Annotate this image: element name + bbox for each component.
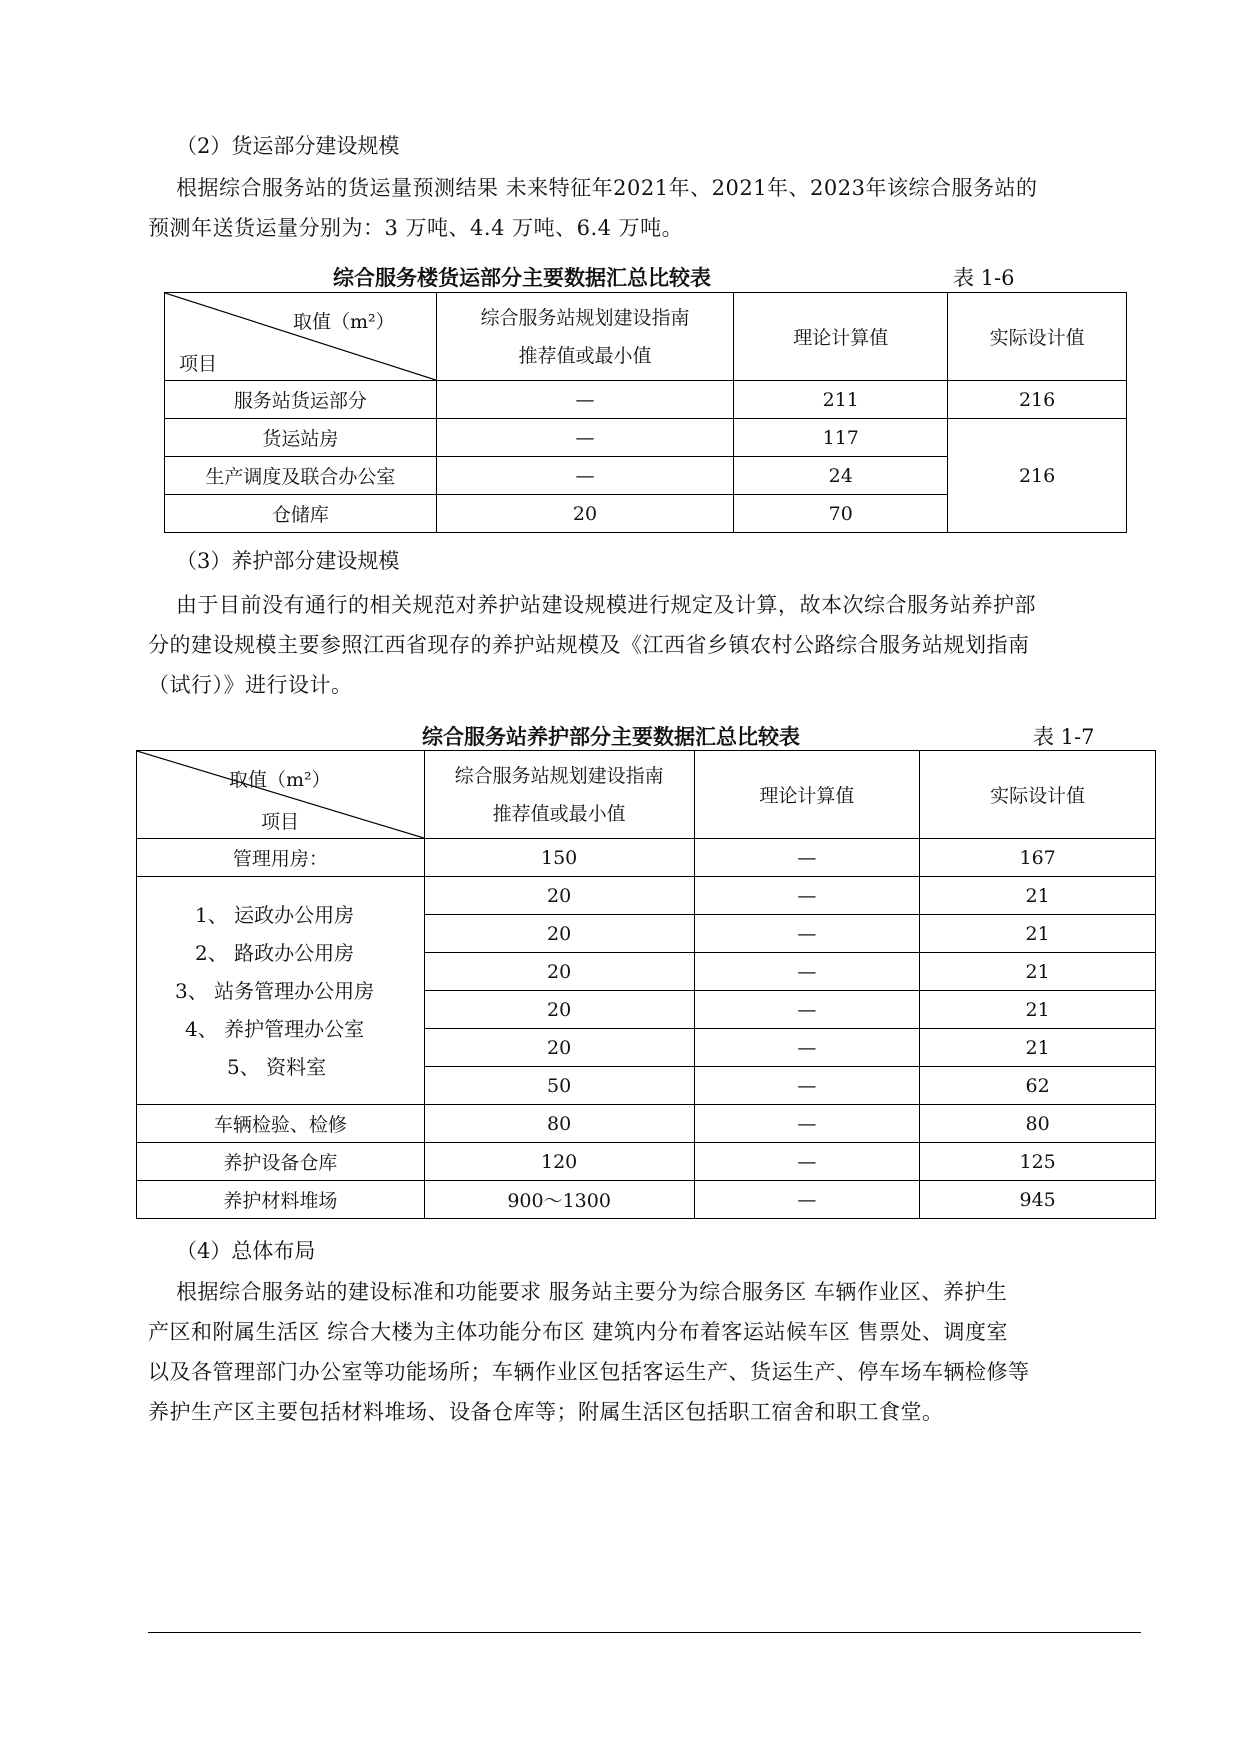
cell-calc: — (694, 915, 920, 953)
cell-item: 服务站货运部分 (165, 381, 437, 419)
cell-design: 21 (920, 953, 1156, 991)
table-number: 表 1-6 (953, 266, 1015, 290)
cell-rec: 50 (424, 1067, 694, 1105)
cell-rec: 20 (424, 953, 694, 991)
cell-sub-items (137, 877, 425, 1105)
paragraph-line: 根据综合服务站的货运量预测结果 未来特征年2021年、2021年、2023年该综合服务站的 (176, 176, 1038, 200)
table-row (137, 877, 1156, 915)
cell-rec: 20 (424, 991, 694, 1029)
paragraph-line: 养护生产区主要包括材料堆场、设备仓库等；附属生活区包括职工宿舍和职工食堂。 (148, 1400, 944, 1424)
cell-item: 生产调度及联合办公室 (165, 457, 437, 495)
column-header-line: 推荐值或最小值 (518, 344, 652, 367)
cell-rec: 20 (424, 877, 694, 915)
paragraph-line: （试行）》进行设计。 (148, 673, 353, 697)
paragraph-line: 分的建设规模主要参照江西省现存的养护站规模及《江西省乡镇农村公路综合服务站规划指南 (148, 633, 1030, 657)
cell-item: 车辆检验、检修 (137, 1105, 425, 1143)
table-caption: 综合服务楼货运部分主要数据汇总比较表 (333, 266, 711, 290)
cell-design: 21 (920, 1029, 1156, 1067)
list-item: 2、 路政办公用房 (195, 940, 355, 965)
cell-rec: — (436, 381, 734, 419)
cell-design: 21 (920, 915, 1156, 953)
cell-rec: 150 (424, 839, 694, 877)
diagonal-header-cell (165, 293, 437, 381)
cell-item: 养护材料堆场 (137, 1181, 425, 1219)
column-header: 实际设计值 (920, 751, 1156, 839)
cell-calc: 211 (734, 381, 948, 419)
table-row (137, 839, 1156, 877)
cell-calc: — (694, 877, 920, 915)
footer-rule (148, 1632, 1141, 1633)
cell-rec: 80 (424, 1105, 694, 1143)
column-header (424, 751, 694, 839)
paragraph-line: 由于目前没有通行的相关规范对养护站建设规模进行规定及计算，故本次综合服务站养护部 (176, 593, 1036, 617)
paragraph-line: 预测年送货运量分别为：3 万吨、4.4 万吨、6.4 万吨。 (148, 216, 684, 240)
freight-table (164, 292, 1127, 533)
cell-design: 80 (920, 1105, 1156, 1143)
cell-design: 167 (920, 839, 1156, 877)
cell-design: 62 (920, 1067, 1156, 1105)
cell-item: 管理用房： (137, 839, 425, 877)
list-item: 1、 运政办公用房 (195, 902, 355, 927)
cell-design: 21 (920, 877, 1156, 915)
paragraph-line: 根据综合服务站的建设标准和功能要求 服务站主要分为综合服务区 车辆作业区、养护生 (176, 1280, 1008, 1304)
diagonal-header-cell (137, 751, 425, 839)
cell-calc: — (694, 1105, 920, 1143)
cell-calc: — (694, 953, 920, 991)
column-header: 实际设计值 (948, 293, 1127, 381)
cell-calc: — (694, 1143, 920, 1181)
table-row (165, 381, 1127, 419)
column-header-line: 综合服务站规划建设指南 (480, 306, 690, 329)
cell-calc: — (694, 1181, 920, 1219)
cell-item: 货运站房 (165, 419, 437, 457)
section-heading: （4）总体布局 (176, 1239, 316, 1263)
cell-design: 125 (920, 1143, 1156, 1181)
cell-design: 21 (920, 991, 1156, 1029)
section-heading: （3）养护部分建设规模 (176, 549, 400, 573)
cell-calc: — (694, 1067, 920, 1105)
column-header (436, 293, 734, 381)
list-item: 4、 养护管理办公室 (185, 1016, 365, 1041)
header-value-label: 取值（m²） (229, 769, 331, 791)
table-row (137, 1181, 1156, 1219)
header-item-label: 项目 (179, 353, 218, 375)
sub-item-list (137, 892, 424, 1090)
table-caption: 综合服务站养护部分主要数据汇总比较表 (422, 725, 800, 749)
column-header-line: 综合服务站规划建设指南 (454, 764, 664, 787)
header-value-label: 取值（m²） (293, 311, 395, 333)
cell-rec: 120 (424, 1143, 694, 1181)
table-row (165, 419, 1127, 457)
cell-design: 216 (948, 381, 1127, 419)
paragraph (148, 585, 1148, 705)
table-number: 表 1-7 (1033, 725, 1095, 749)
header-item-label: 项目 (261, 811, 300, 833)
list-item: 3、 站务管理办公用房 (175, 978, 375, 1003)
cell-item: 养护设备仓库 (137, 1143, 425, 1181)
table-row (137, 1143, 1156, 1181)
cell-rec: 20 (424, 1029, 694, 1067)
paragraph (148, 168, 1148, 248)
column-header: 理论计算值 (694, 751, 920, 839)
cell-calc: — (694, 1029, 920, 1067)
cell-rec: — (436, 419, 734, 457)
cell-rec: — (436, 457, 734, 495)
maintenance-table (136, 750, 1156, 1219)
cell-calc: 70 (734, 495, 948, 533)
cell-calc: 24 (734, 457, 948, 495)
cell-calc: 117 (734, 419, 948, 457)
cell-item: 仓储库 (165, 495, 437, 533)
cell-design: 945 (920, 1181, 1156, 1219)
list-item: 5、 资料室 (227, 1054, 327, 1079)
column-header: 理论计算值 (734, 293, 948, 381)
paragraph-line: 以及各管理部门办公室等功能场所；车辆作业区包括客运生产、货运生产、停车场车辆检修等 (148, 1360, 1030, 1384)
cell-design-merged: 216 (948, 419, 1127, 533)
cell-calc: — (694, 991, 920, 1029)
column-header-line: 推荐值或最小值 (492, 802, 626, 825)
paragraph (148, 1272, 1148, 1432)
cell-rec: 900～1300 (424, 1181, 694, 1219)
cell-rec: 20 (436, 495, 734, 533)
table-row (137, 1105, 1156, 1143)
section-heading: （2）货运部分建设规模 (176, 134, 400, 158)
paragraph-line: 产区和附属生活区 综合大楼为主体功能分布区 建筑内分布着客运站候车区 售票处、调度室 (148, 1320, 1009, 1344)
cell-calc: — (694, 839, 920, 877)
cell-rec: 20 (424, 915, 694, 953)
